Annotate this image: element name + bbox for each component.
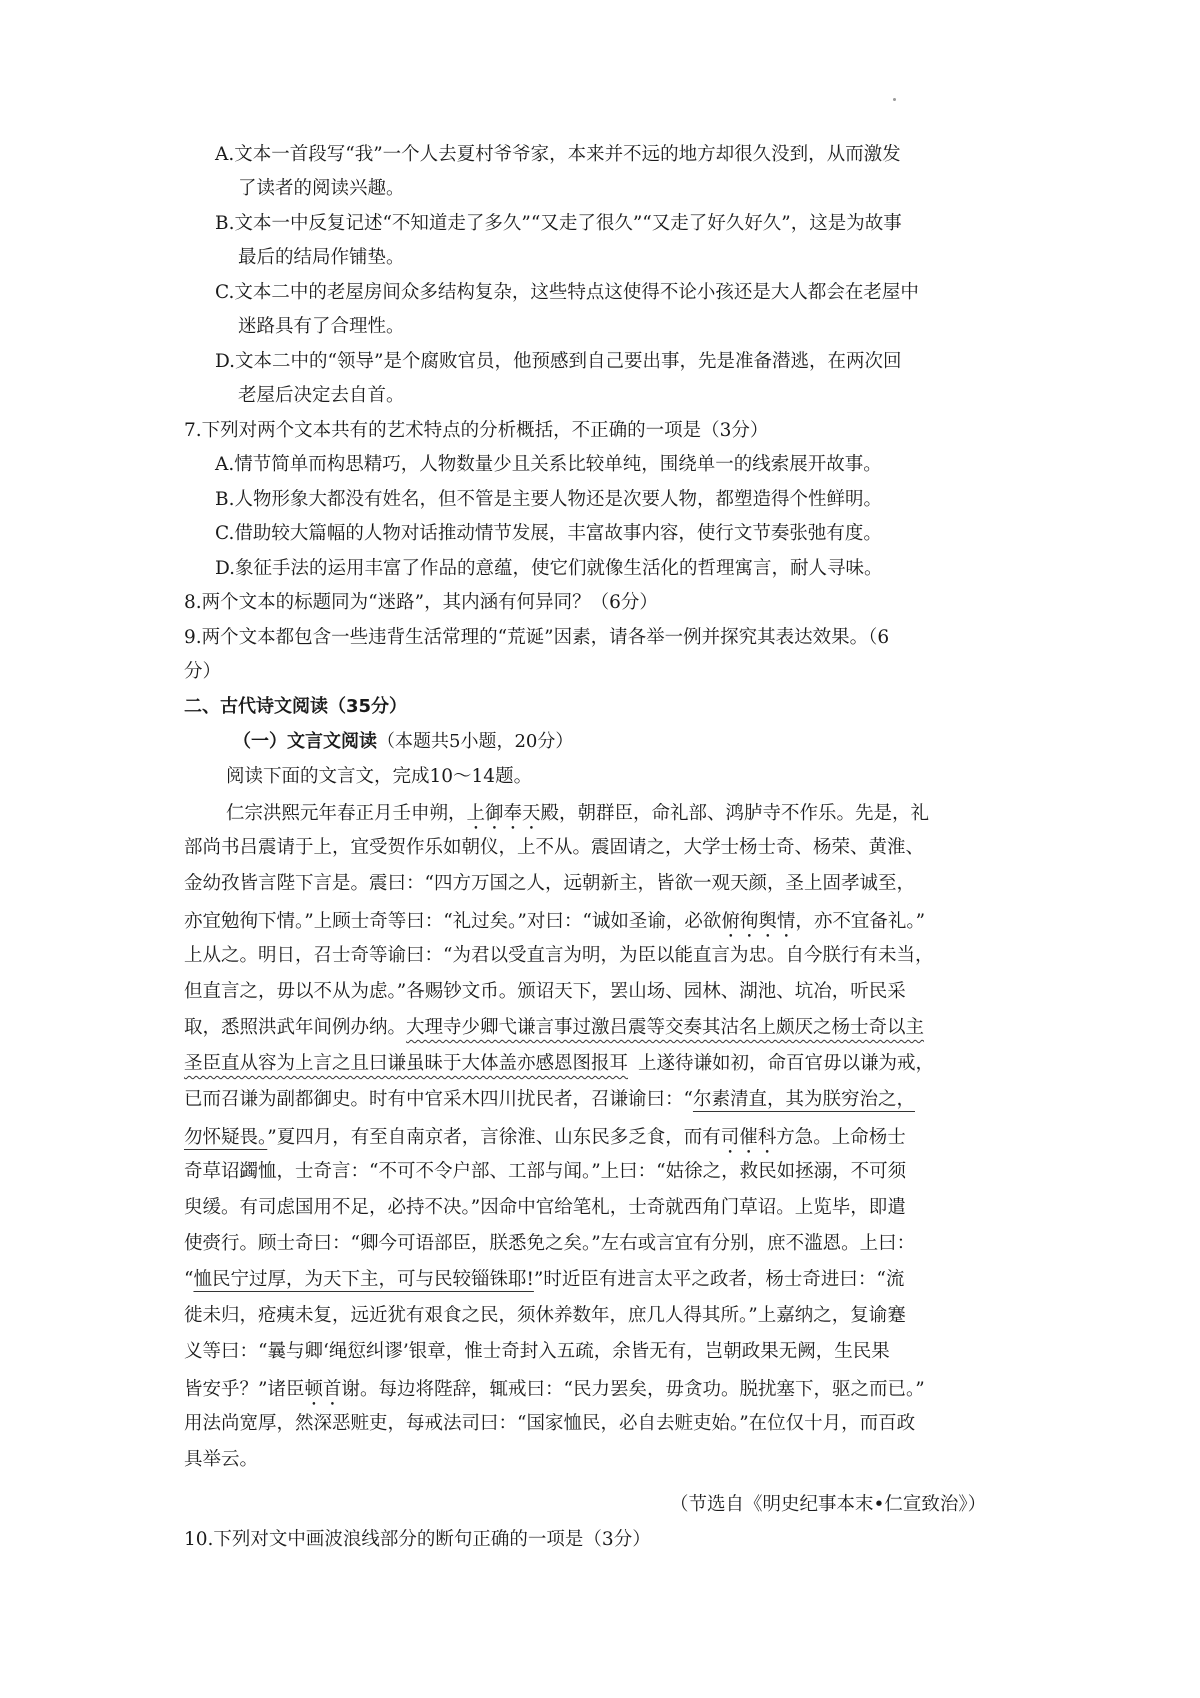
passage-line-15: 徙未归，疮痍未复，远近犹有艰食之民，须休养数年，庶几人得其所。”上嘉纳之，复谕蹇 [184, 1305, 906, 1326]
passage-line-6: 但直言之，毋以不从为虑。”各赐钞文币。颁诏天下，罢山场、园林、湖池、坑冶，听民采 [184, 981, 906, 1002]
q6-option-b-line1: B.文本一中反复记述“不知道走了多久”“又走了很久”“又走了好久好久”，这是为故事 [215, 213, 902, 234]
underlined-text: 恤民宁过厚，为天下主，可与民较锱铢耶! [193, 1269, 534, 1290]
passage-line-3: 金幼孜皆言陛下言是。震曰：“四方万国之人，远朝新主，皆欲一观天颜，圣上固孝诚至， [184, 873, 915, 894]
passage-line-8: 圣臣直从容为上言之且曰谦虽昧于大体盖亦感恩图报耳 上遂待谦如初，命百官毋以谦为戒， [184, 1053, 935, 1074]
subsection-note: （本题共5小题，20分） [377, 731, 574, 752]
passage-line-14: “恤民宁过厚，为天下主，可与民较锱铢耶!”时近臣有进言太平之政者，杨士奇进曰：“流 [184, 1269, 905, 1290]
emphasized-phrase: 顿首 [304, 1379, 342, 1400]
passage-line-1: 仁宗洪熙元年春正月壬申朔，上御奉天殿，朝群臣，命礼部、鸿胪寺不作乐。先是，礼 [226, 803, 930, 824]
wavy-underlined-text: 圣臣直从容为上言之且曰谦虽昧于大体盖亦感恩图报耳 [184, 1053, 629, 1074]
q6-option-d-line2: 老屋后决定去自首。 [238, 385, 405, 406]
subsection-title: （一）文言文阅读 [233, 731, 377, 752]
q8-stem: 8.两个文本的标题同为“迷路”，其内涵有何异同？（6分） [184, 592, 658, 613]
emphasized-phrase: 上御奉天 [466, 803, 541, 824]
passage-line-5: 上从之。明日，召士奇等谕曰：“为君以受直言为明，为臣以能直言为忠。自今朕行有未当， [184, 945, 934, 966]
q7-option-d: D.象征手法的运用丰富了作品的意蕴，使它们就像生活化的哲理寓言，耐人寻味。 [215, 558, 883, 579]
passage-line-10: 勿怀疑畏。”夏四月，有至自南京者，言徐淮、山东民多乏食，而有司催科方急。上命杨士 [184, 1127, 906, 1148]
passage-line-2: 部尚书吕震请于上，宜受贺作乐如朝仪，上不从。震固请之，大学士杨士奇、杨荣、黄淮、 [184, 837, 925, 858]
wavy-underlined-text: 大理寺少卿弋谦言事过激吕震等交奏其沽名上颇厌之杨士奇以主 [406, 1017, 925, 1038]
passage-line-9: 已而召谦为副都御史。时有中官采木四川扰民者，召谦谕曰：“尔素清直，其为朕穷治之， [184, 1089, 915, 1110]
q7-option-c: C.借助较大篇幅的人物对话推动情节发展，丰富故事内容，使行文节奏张弛有度。 [215, 523, 882, 544]
passage-line-19: 具举云。 [184, 1449, 259, 1470]
underlined-text: 勿怀疑畏。 [184, 1127, 268, 1148]
q6-option-b-line2: 最后的结局作铺垫。 [238, 247, 405, 268]
q6-option-a-line2: 了读者的阅读兴趣。 [238, 178, 405, 199]
underlined-text: 尔素清直，其为朕穷治之， [692, 1089, 915, 1110]
passage-line-18: 用法尚宽厚，然深恶赃吏，每戒法司曰：“国家恤民，必自去赃吏始。”在位仅十月，而百政 [184, 1413, 916, 1434]
passage-line-11: 奇草诏蠲恤，士奇言：“不可不令户部、工部与闻。”上曰：“姑徐之，救民如拯溺，不可须 [184, 1161, 907, 1182]
q9-stem-line2: 分） [184, 661, 222, 682]
q9-stem-line1: 9.两个文本都包含一些违背生活常理的“荒诞”因素，请各举一例并探究其表达效果。（6 [184, 627, 890, 648]
emphasized-phrase: 司催科 [720, 1127, 777, 1148]
passage-line-16: 义等曰：“曩与卿‘绳愆纠谬’银章，惟士奇封入五疏，余皆无有，岂朝政果无阙，生民果 [184, 1341, 890, 1362]
q6-option-d-line1: D.文本二中的“领导”是个腐败官员，他预感到自己要出事，先是准备潜逃，在两次回 [215, 351, 902, 372]
passage-line-12: 臾缓。有司虑国用不足，必持不决。”因命中官给笔札，士奇就西角门草诏。上览毕，即遣 [184, 1197, 906, 1218]
q7-stem: 7.下列对两个文本共有的艺术特点的分析概括，不正确的一项是（3分） [184, 420, 769, 441]
passage-line-13: 使赍行。顾士奇曰：“卿今可语部臣，朕悉免之矣。”左右或言宜有分别，庶不滥恩。上曰： [184, 1233, 916, 1254]
emphasized-phrase: 俯徇舆情 [721, 911, 796, 932]
q6-option-c-line1: C.文本二中的老屋房间众多结构复杂，这些特点这使得不论小孩还是大人都会在老屋中 [215, 282, 919, 303]
subsection-heading [233, 733, 573, 752]
q7-option-a: A.情节简单而构思精巧，人物数量少且关系比较单纯，围绕单一的线索展开故事。 [215, 454, 882, 475]
passage-line-17: 皆安乎？”诸臣顿首谢。每边将陛辞，辄戒曰：“民力罢矣，毋贪功。脱扰塞下，驱之而已。” [184, 1379, 925, 1400]
passage-source: （节选自《明史纪事本末•仁宣致治》） [670, 1494, 987, 1515]
passage-line-7: 取，悉照洪武年间例办纳。大理寺少卿弋谦言事过激吕震等交奏其沽名上颇厌之杨士奇以主 [184, 1017, 925, 1038]
q10-stem: 10.下列对文中画波浪线部分的断句正确的一项是（3分） [184, 1529, 651, 1550]
scan-speck [893, 98, 896, 101]
reading-instruction: 阅读下面的文言文，完成10～14题。 [226, 766, 533, 787]
q7-option-b: B.人物形象大都没有姓名，但不管是主要人物还是次要人物，都塑造得个性鲜明。 [215, 489, 882, 510]
passage-line-4: 亦宜勉徇下情。”上顾士奇等曰：“礼过矣。”对曰：“诚如圣谕，必欲俯徇舆情，亦不宜备礼。” [184, 911, 926, 932]
q6-option-c-line2: 迷路具有了合理性。 [238, 316, 405, 337]
section-heading: 二、古代诗文阅读（35分） [184, 696, 408, 717]
q6-option-a-line1: A.文本一首段写“我”一个人去夏村爷爷家，本来并不远的地方却很久没到，从而激发 [215, 144, 901, 165]
